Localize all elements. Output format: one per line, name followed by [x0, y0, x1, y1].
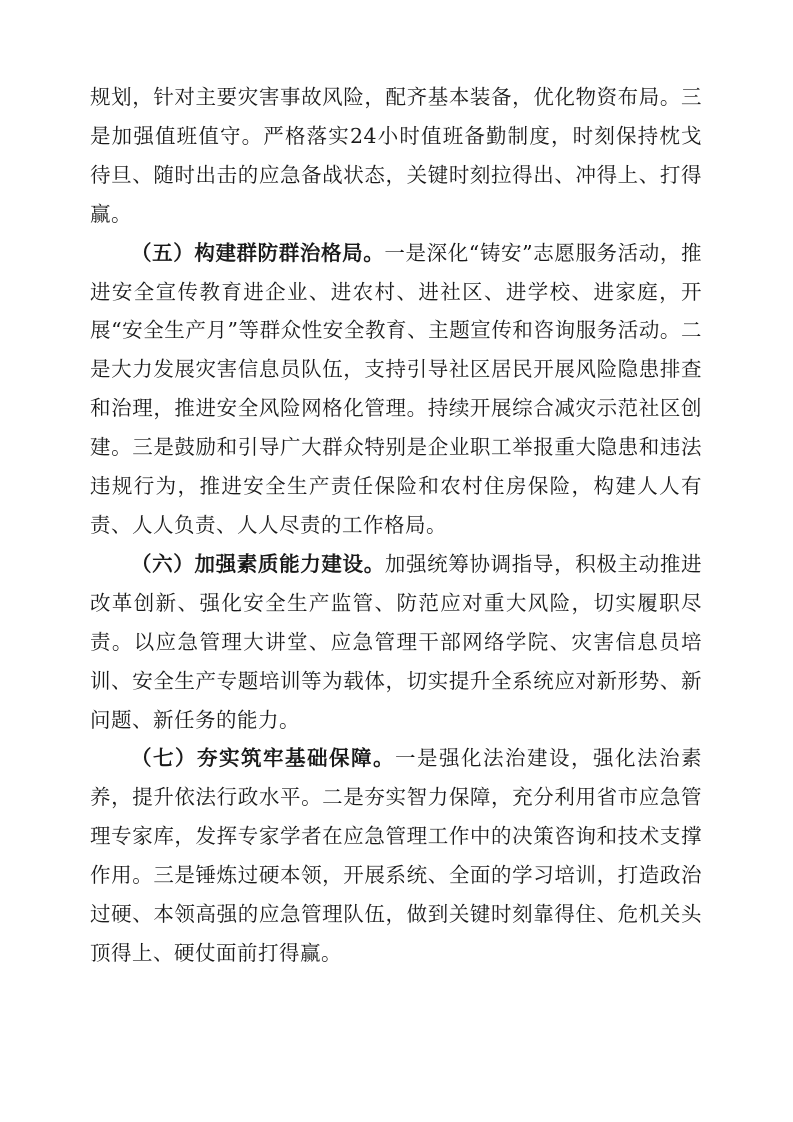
paragraph-continuation [90, 78, 702, 234]
section-heading-5: （五）构建群防群治格局。 [131, 240, 385, 265]
document-body [90, 78, 702, 973]
paragraph-text: 一是深化“铸安”志愿服务活动，推进安全宣传教育进企业、进农村、进社区、进学校、进家庭，开展“安全生产月”等群众性安全教育、主题宣传和咨询服务活动。二是大力发展灾害信息员队伍，支持引导社区居民开展风险隐患排查和治理，推进安全风险网格化管理。持续开展综合减灾示范社区创建。三是鼓励和引导广大群众特别是企业职工举报重大隐患和违法违规行为，推进安全生产责任保险和农村住房保险，构建人人有责、人人负责、人人尽责的工作格局。 [90, 240, 703, 537]
paragraph-text: 规划，针对主要灾害事故风险，配齐基本装备，优化物资布局。三是加强值班值守。严格落实24小时值班备勤制度，时刻保持枕戈待旦、随时出击的应急备战状态，关键时刻拉得出、冲得上、打得赢。 [90, 85, 702, 226]
paragraph-text: 一是强化法治建设，强化法治素养，提升依法行政水平。二是夯实智力保障，充分利用省市应急管理专家库，发挥专家学者在应急管理工作中的决策咨询和技术支撑作用。三是锤炼过硬本领，开展系统、全面的学习培训，打造政治过硬、本领高强的应急管理队伍，做到关键时刻靠得住、危机关头顶得上、硬仗面前打得赢。 [90, 746, 702, 965]
section-heading-7: （七）夯实筑牢基础保障。 [131, 746, 395, 771]
paragraph-text: 加强统筹协调指导，积极主动推进改革创新、强化安全生产监管、防范应对重大风险，切实履职尽责。以应急管理大讲堂、应急管理干部网络学院、灾害信息员培训、安全生产专题培训等为载体，切实提升全系统应对新形势、新问题、新任务的能力。 [90, 551, 703, 732]
paragraph-section-6 [90, 545, 702, 740]
section-heading-6: （六）加强素质能力建设。 [131, 551, 385, 576]
paragraph-section-5 [90, 234, 702, 545]
paragraph-section-7 [90, 739, 702, 972]
